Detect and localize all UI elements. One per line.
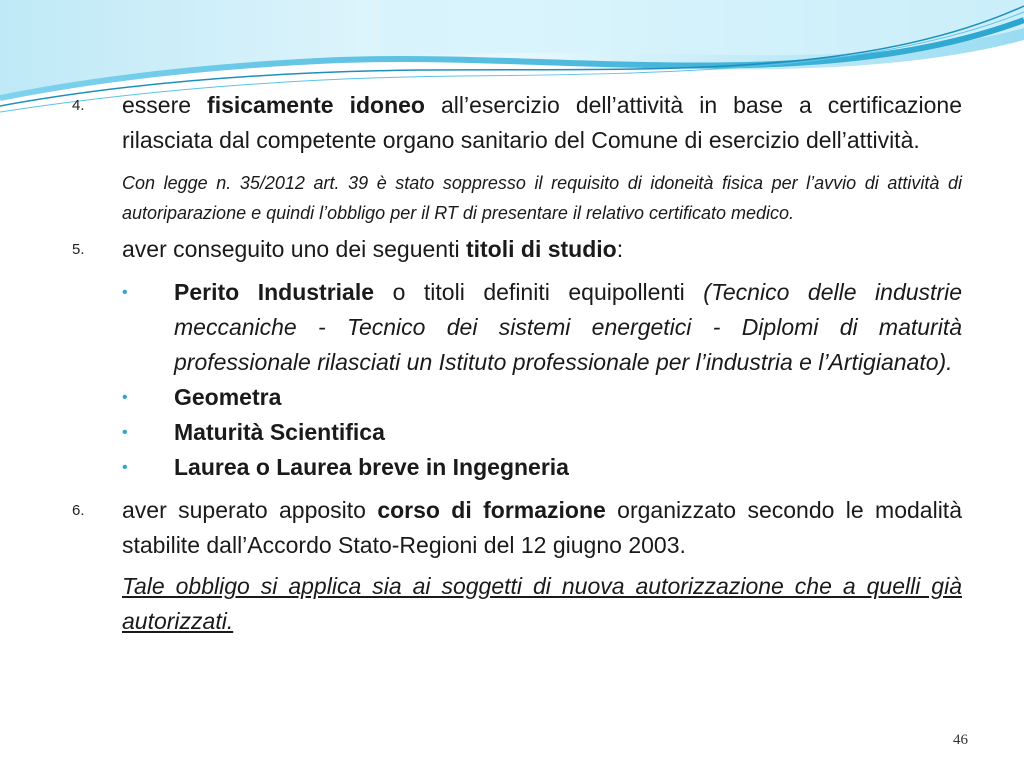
sub-bullet: • Geometra [72,380,962,415]
sub-bullet: • Perito Industriale o titoli definiti equipollenti (Tecnico delle industrie meccaniche - Tecnico dei sistemi energetici - Diplomi di maturità professionale rilasciati un Istituto professionale per l’industria e l’Artigianato). [72,275,962,380]
bullet-icon: • [122,284,128,301]
item-number: 6. [72,502,85,519]
emphasis: titoli di studio [465,236,617,262]
item-number: 5. [72,241,85,258]
list-item-6: 6. aver superato apposito corso di formazione organizzato secondo le modalità stabilite dall’Accordo Stato-Regioni del 12 giugno 2003. [72,493,962,563]
item-number: 4. [72,97,85,114]
bullet-icon: • [122,459,128,476]
emphasis: fisicamente idoneo [207,92,425,118]
note-underlined: Tale obbligo si applica sia ai soggetti di nuova autorizzazione che a quelli già autorizzati. [122,573,962,634]
sub-bullet: • Laurea o Laurea breve in Ingegneria [72,450,962,485]
sub-bullet: • Maturità Scientifica [72,415,962,450]
note-italic: Con legge n. 35/2012 art. 39 è stato soppresso il requisito di idoneità fisica per l’avvio di attività di autoriparazione e quindi l’obbligo per il RT di presentare il relativo certificato medico. [122,173,962,223]
slide-content [72,88,962,639]
bullet-icon: • [122,424,128,441]
emphasis: corso di formazione [377,497,606,523]
bullet-icon: • [122,389,128,406]
list-item-5: 5. aver conseguito uno dei seguenti titoli di studio: [72,232,962,267]
list-item-4: 4. essere fisicamente idoneo all’esercizio dell’attività in base a certificazione rilasciata dal competente organo sanitario del Comune di esercizio dell’attività. [72,88,962,158]
page-number: 46 [953,732,968,748]
